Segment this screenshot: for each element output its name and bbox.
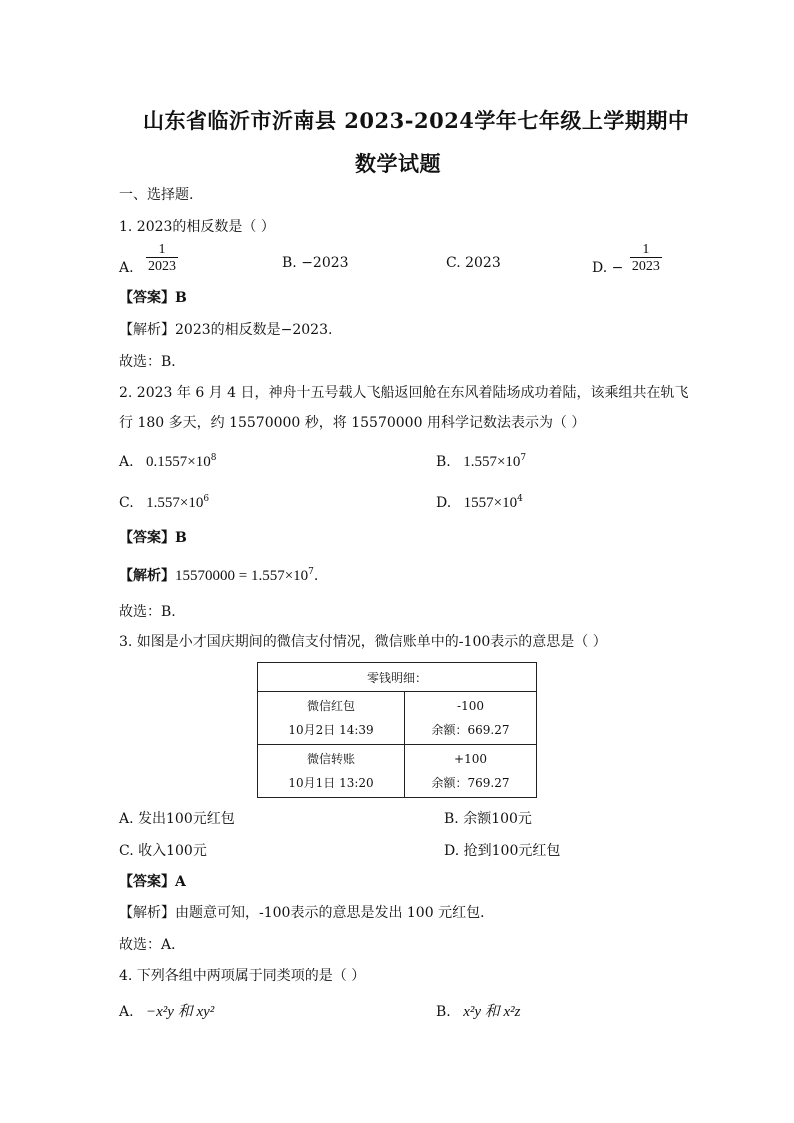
table-cell (258, 692, 405, 745)
question-1-analysis: 【解析】2023的相反数是−2023. (119, 322, 333, 338)
option-label: C. (119, 495, 134, 511)
table-cell (258, 745, 405, 798)
question-4-stem: 4. 下列各组中两项属于同类项的是（ ） (119, 968, 366, 984)
question-2-choose: 故选：B. (119, 604, 176, 620)
question-1-answer: 【答案】B (119, 290, 187, 306)
option-math: −x²y 和 xy² (146, 1004, 215, 1020)
analysis-prefix: 【解析】 (119, 568, 175, 584)
question-3-analysis: 【解析】由题意可知，-100表示的意思是发出 100 元红包． (119, 905, 495, 921)
question-2-answer: 【答案】B (119, 530, 187, 546)
option-label: A. (119, 260, 134, 276)
table-cell (405, 745, 537, 798)
question-3-answer: 【答案】A (119, 874, 186, 890)
table-row (258, 745, 537, 798)
option-math: x²y 和 x²z (463, 1004, 521, 1020)
question-3-stem: 3. 如图是小才国庆期间的微信支付情况，微信账单中的-100表示的意思是（ ） (119, 634, 607, 650)
option-label: A. (119, 454, 134, 470)
fraction (146, 242, 178, 274)
table-cell (405, 692, 537, 745)
page-subtitle: 数学试题 (355, 151, 441, 176)
question-1-option-d (592, 242, 662, 274)
question-2-option-b (436, 452, 526, 472)
transaction-balance: 余额：769.27 (431, 776, 510, 790)
exponent: 7 (520, 453, 527, 463)
question-2-stem-line1: 2. 2023 年 6 月 4 日，神舟十五号载人飞船返回舱在东风着陆场成功着陆，该乘组共在轨飞 (119, 385, 689, 401)
page-title: 山东省临沂市沂南县 2023-2024学年七年级上学期期中 (143, 108, 690, 133)
analysis-math: 15570000 = 1.557×10 (175, 568, 309, 584)
fraction-denominator: 2023 (148, 259, 177, 274)
transaction-amount: +100 (454, 752, 487, 766)
exponent: 8 (210, 453, 217, 463)
option-label: B. (436, 454, 451, 470)
option-label: B. (436, 1004, 451, 1020)
question-1-choose: 故选：B． (119, 354, 186, 370)
transaction-name: 微信转账 (306, 752, 355, 766)
fraction-numerator: 1 (158, 242, 166, 257)
transaction-amount: -100 (457, 699, 484, 713)
question-1-option-b: B. −2023 (282, 255, 349, 271)
option-math: 1.557×10 (146, 495, 204, 511)
question-1-stem: 1. 2023的相反数是（ ） (119, 219, 275, 235)
question-2-option-a (119, 452, 216, 472)
analysis-end: . (313, 568, 319, 584)
question-3-option-a: A. 发出100元红包 (119, 811, 235, 827)
option-math: 0.1557×10 (146, 454, 211, 470)
question-1-option-a (119, 242, 178, 274)
fraction (630, 242, 662, 274)
fraction-denominator: 2023 (631, 259, 660, 274)
option-label: D. (436, 495, 452, 511)
wallet-detail-table (257, 662, 537, 798)
transaction-name: 微信红包 (306, 699, 355, 713)
option-label: D. − (592, 260, 624, 276)
transaction-time: 10月1日 13:20 (288, 776, 374, 790)
question-4-option-a (119, 1002, 214, 1022)
question-2-option-d (436, 493, 523, 513)
transaction-balance: 余额：669.27 (431, 723, 510, 737)
option-math: 1.557×10 (463, 454, 521, 470)
question-1-option-c: C. 2023 (446, 255, 501, 271)
question-2-option-c (119, 493, 209, 513)
option-math: 1557×10 (463, 495, 518, 511)
option-label: A. (119, 1004, 134, 1020)
exponent: 4 (517, 494, 523, 504)
question-3-option-d: D. 抢到100元红包 (444, 843, 561, 859)
transaction-time: 10月2日 14:39 (288, 723, 374, 737)
question-2-stem-line2: 行 180 多天，约 15570000 秒，将 15570000 用科学记数法表示为（ ） (119, 415, 586, 431)
fraction-numerator: 1 (642, 242, 650, 257)
table-header: 零钱明细： (258, 663, 537, 692)
section-heading: 一、选择题. (119, 187, 194, 203)
question-3-option-c: C. 收入100元 (119, 843, 207, 859)
question-3-option-b: B. 余额100元 (444, 811, 532, 827)
question-4-option-b (436, 1002, 521, 1022)
question-2-analysis (119, 566, 318, 586)
exponent: 7 (308, 567, 314, 577)
table-row (258, 692, 537, 745)
exponent: 6 (203, 494, 210, 504)
question-3-choose: 故选：A． (119, 937, 186, 953)
